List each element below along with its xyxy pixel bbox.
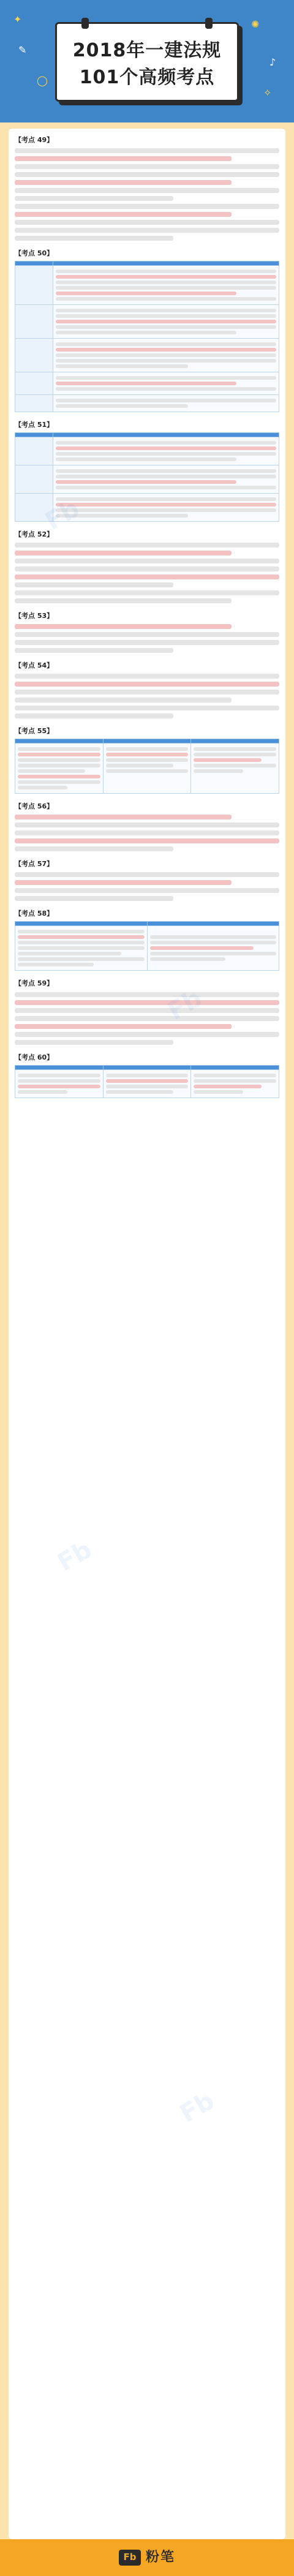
page-title-line1: 2018年一建法规 [72, 40, 222, 61]
music-doodle-icon: ♪ [270, 56, 276, 68]
brand-name: 粉笔 [145, 2549, 175, 2565]
watermark-logo: Fb [53, 1535, 97, 1577]
section-55 [15, 726, 279, 794]
watermark-logo: Fb [175, 2087, 219, 2128]
section-title: 【考点 50】 [15, 249, 54, 258]
section-56 [15, 801, 279, 851]
section-52 [15, 529, 279, 603]
section-58-table [15, 921, 279, 971]
section-58 [15, 908, 279, 971]
section-title: 【考点 58】 [15, 910, 54, 918]
section-title: 【考点 52】 [15, 530, 54, 539]
header-banner [0, 0, 294, 122]
title-card [55, 22, 239, 102]
section-title: 【考点 60】 [15, 1053, 54, 1061]
section-49 [15, 135, 279, 241]
circle-doodle-icon: ◯ [37, 75, 48, 86]
section-title: 【考点 56】 [15, 802, 54, 811]
section-title: 【考点 54】 [15, 661, 54, 670]
watermark-logo: Fb [163, 984, 207, 1026]
section-title: 【考点 57】 [15, 860, 54, 868]
section-54 [15, 660, 279, 718]
content-panel [9, 129, 285, 2539]
star-doodle-icon: ✧ [263, 87, 272, 99]
section-title: 【考点 59】 [15, 979, 54, 988]
page-title-line2: 101个高频考点 [79, 67, 215, 88]
section-50-table [15, 261, 279, 412]
binder-pin-icon [205, 18, 213, 29]
section-59 [15, 978, 279, 1044]
section-title: 【考点 55】 [15, 727, 54, 736]
section-53 [15, 611, 279, 653]
section-title: 【考点 51】 [15, 421, 54, 429]
section-57 [15, 859, 279, 901]
fenbi-logo-icon: Fb [119, 2550, 141, 2566]
binder-pin-icon [81, 18, 89, 29]
pencil-doodle-icon: ✎ [18, 44, 27, 56]
section-60-table [15, 1065, 279, 1098]
footer-brand [0, 2539, 294, 2576]
lightbulb-doodle-icon: ✺ [251, 18, 260, 30]
section-50 [15, 248, 279, 412]
section-51 [15, 420, 279, 522]
section-60 [15, 1052, 279, 1098]
section-55-table [15, 739, 279, 794]
section-title: 【考点 49】 [15, 136, 54, 144]
section-title: 【考点 53】 [15, 612, 54, 620]
star-doodle-icon: ✦ [13, 13, 22, 25]
section-51-table [15, 432, 279, 522]
